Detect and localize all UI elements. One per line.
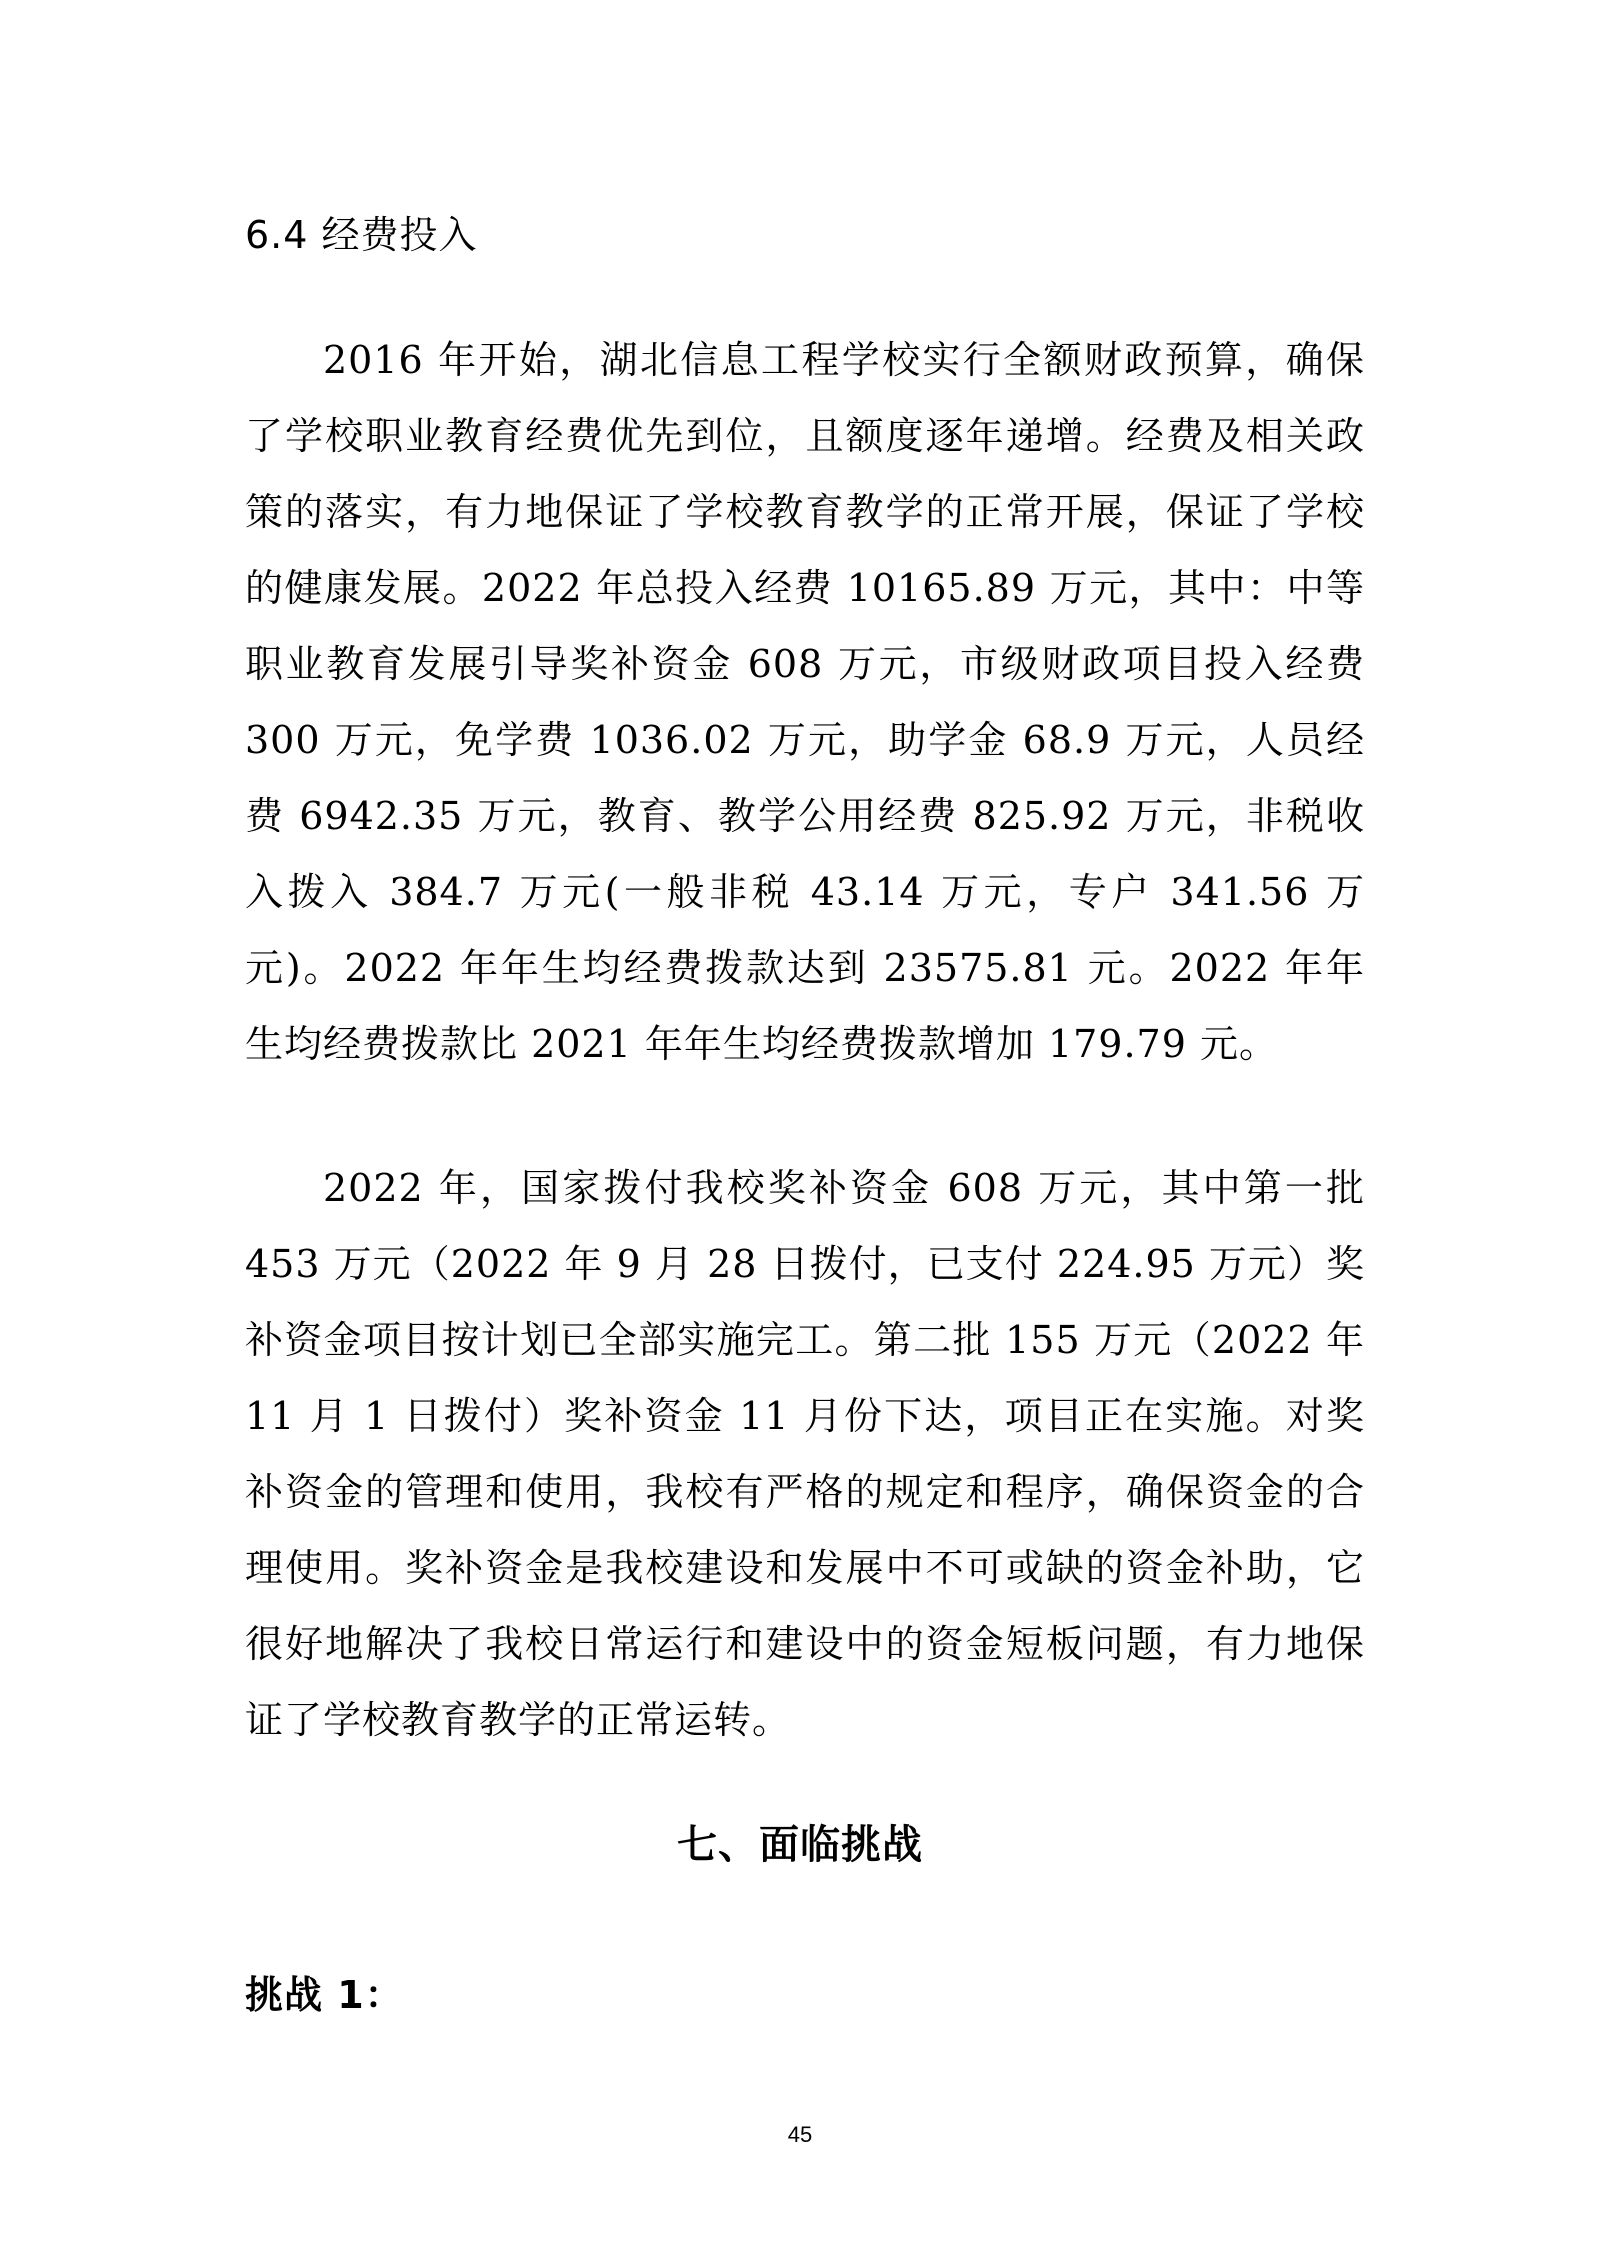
- body-paragraph-funding: 2016 年开始，湖北信息工程学校实行全额财政预算，确保了学校职业教育经费优先到位，且额度逐年递增。经费及相关政策的落实，有力地保证了学校教育教学的正常开展，保证了学校的健康发展。2022 年总投入经费 10165.89 万元，其中：中等职业教育发展引导奖补资金 608 万元，市级财政项目投入经费 300 万元，免学费 1036.02 万元，助学金 68.9 万元，人员经费 6942.35 万元，教育、教学公用经费 825.92 万元，非税收入拨入 384.7 万元(一般非税 43.14 万元，专户 341.56 万元)。2022 年年生均经费拨款达到 23575.81 元。2022 年年生均经费拨款比 2021 年年生均经费拨款增加 179.79 元。: [245, 338, 1365, 1066]
- body-paragraph-subsidy: 2022 年，国家拨付我校奖补资金 608 万元，其中第一批 453 万元（2022 年 9 月 28 日拨付，已支付 224.95 万元）奖补资金项目按计划已全部实施完工。第二批 155 万元（2022 年 11 月 1 日拨付）奖补资金 11 月份下达，项目正在实施。对奖补资金的管理和使用，我校有严格的规定和程序，确保资金的合理使用。奖补资金是我校建设和发展中不可或缺的资金补助，它很好地解决了我校日常运行和建设中的资金短板问题，有力地保证了学校教育教学的正常运转。: [245, 1166, 1365, 1742]
- chapter-heading: 七、面临挑战: [677, 1822, 923, 1868]
- page-number: 45: [787, 2122, 813, 2147]
- section-heading: 6.4 经费投入: [245, 213, 478, 257]
- challenge-heading: 挑战 1：: [245, 1973, 404, 2017]
